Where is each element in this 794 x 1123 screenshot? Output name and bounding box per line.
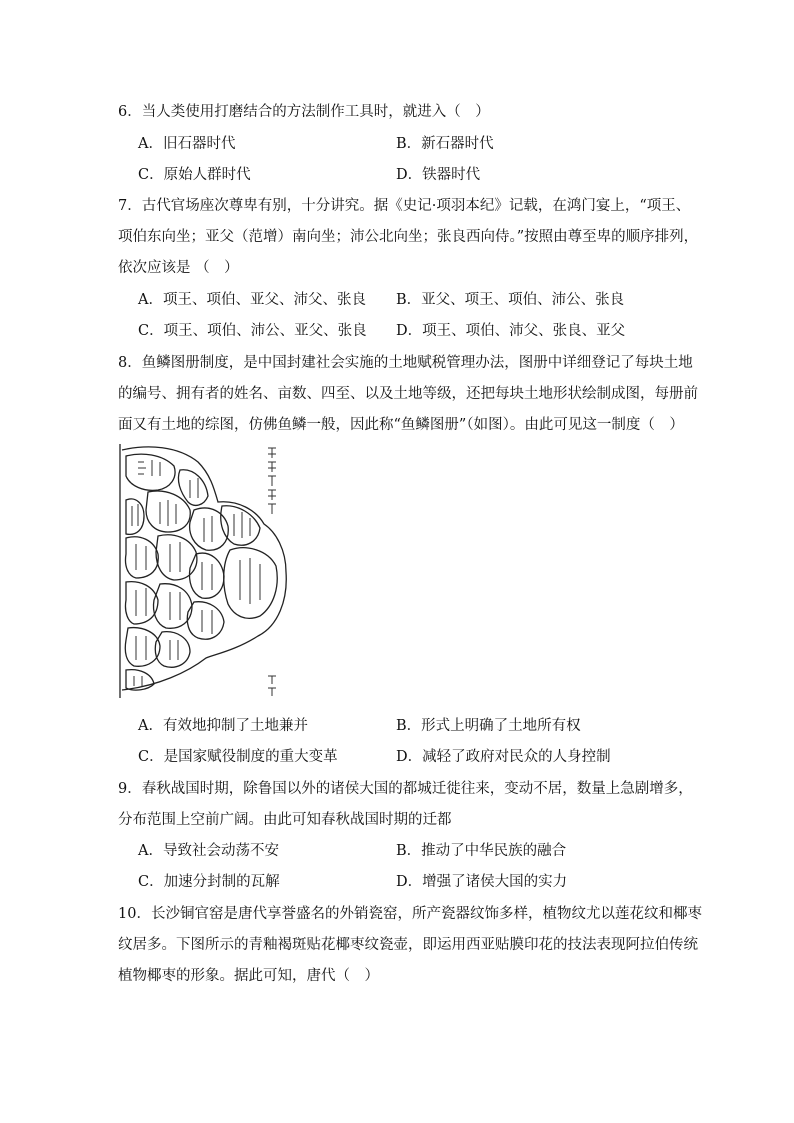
question-6-stem: 6．当人类使用打磨结合的方法制作工具时，就进入（ ） (118, 104, 490, 120)
question-7-option-a: A．项王、项伯、亚父、沛父、张良 (138, 292, 366, 308)
question-10-stem-line-1: 10．长沙铜官窑是唐代享誉盛名的外销瓷窑，所产瓷器纹饰多样，植物纹尤以莲花纹和椰枣 (118, 906, 702, 922)
question-8-option-c: C．是国家赋役制度的重大变革 (138, 749, 338, 765)
question-9-stem-line-2: 分布范围上空前广阔。由此可知春秋战国时期的迁都 (118, 812, 452, 828)
question-9-option-d: D．增强了诸侯大国的实力 (396, 874, 568, 890)
question-10-stem-line-2: 纹居多。下图所示的青釉褐斑贴花椰枣纹瓷壶，即运用西亚贴膜印花的技法表现阿拉伯传统 (118, 937, 698, 953)
question-7-option-b: B．亚父、项王、项伯、沛公、张良 (396, 292, 625, 308)
question-6-option-b: B．新石器时代 (396, 136, 494, 152)
fish-scale-map-drawing (118, 440, 296, 702)
question-7-stem-line-2: 项伯东向坐；亚父（范增）南向坐；沛公北向坐；张良西向侍。”按照由尊至卑的顺序排列， (118, 229, 699, 245)
question-9-option-b: B．推动了中华民族的融合 (396, 843, 567, 859)
question-8-option-b: B．形式上明确了土地所有权 (396, 718, 581, 734)
question-7-stem-line-3: 依次应该是 （ ） (118, 260, 239, 276)
question-9-option-c: C．加速分封制的瓦解 (138, 874, 280, 890)
question-8-option-a: A．有效地抑制了土地兼并 (138, 718, 308, 734)
question-8-stem-line-2: 的编号、拥有者的姓名、亩数、四至、以及土地等级，还把每块土地形状绘制成图，每册前 (118, 386, 698, 402)
fish-scale-register-figure (118, 440, 296, 702)
question-6-option-d: D．铁器时代 (396, 167, 481, 183)
question-7-option-d: D．项王、项伯、沛父、张良、亚父 (396, 323, 626, 339)
question-7-option-c: C．项王、项伯、沛公、亚父、张良 (138, 323, 367, 339)
question-8-stem-line-3: 面又有土地的综图，仿佛鱼鳞一般，因此称“鱼鳞图册”（如图）。由此可见这一制度（ ） (118, 417, 684, 433)
question-9-option-a: A．导致社会动荡不安 (138, 843, 279, 859)
question-9-stem-line-1: 9．春秋战国时期，除鲁国以外的诸侯大国的都城迁徙往来，变动不居，数量上急剧增多， (118, 781, 693, 797)
question-6-option-a: A．旧石器时代 (138, 136, 236, 152)
question-7-stem-line-1: 7．古代官场座次尊卑有别，十分讲究。据《史记·项羽本纪》记载，在鸿门宴上，“项王、 (118, 198, 691, 214)
question-6-option-c: C．原始人群时代 (138, 167, 251, 183)
question-8-stem-line-1: 8．鱼鳞图册制度，是中国封建社会实施的土地赋税管理办法，图册中详细登记了每块土地 (118, 355, 693, 371)
question-8-option-d: D．减轻了政府对民众的人身控制 (396, 749, 611, 765)
question-10-stem-line-3: 植物椰枣的形象。据此可知，唐代（ ） (118, 968, 379, 984)
